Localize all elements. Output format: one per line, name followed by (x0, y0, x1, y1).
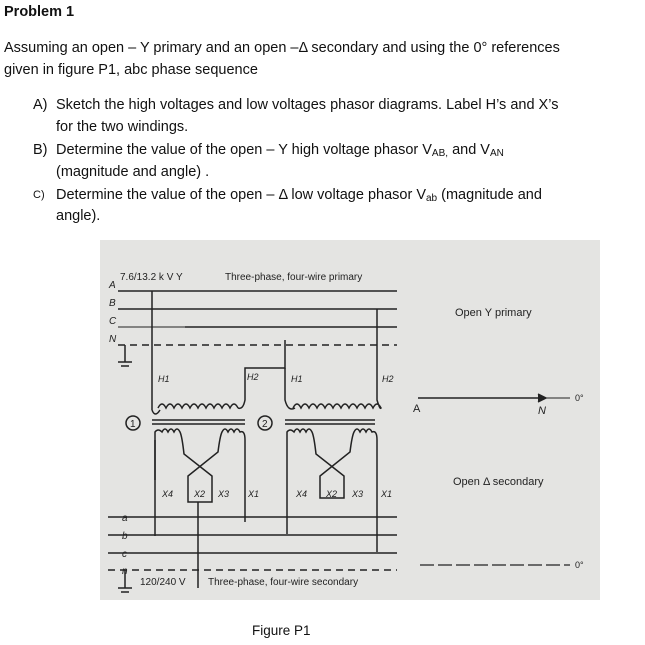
ground-icon-primary (118, 345, 132, 366)
secondary-voltage-label: 120/240 V (140, 577, 186, 588)
transformer-1-number: 1 (130, 419, 136, 430)
problem-heading: Problem 1 (4, 4, 75, 20)
ground-icon-secondary (118, 570, 132, 592)
t1-x1-label: X1 (248, 489, 260, 499)
open-delta-title: Open Δ secondary (453, 476, 544, 488)
item-b-line-1: Determine the value of the open – Y high voltage phasor $V_{AB,}$ and $V_{AN}$ (56, 142, 504, 159)
secondary-description: Three-phase, four-wire secondary (208, 577, 359, 588)
secondary-bus-lines (108, 517, 397, 570)
item-c-marker: C) (33, 189, 45, 201)
item-a-marker: A) (33, 97, 48, 113)
primary-description: Three-phase, four-wire primary (225, 272, 363, 283)
open-y-from-label: A (413, 403, 421, 415)
item-a-line-1: Sketch the high voltages and low voltages phasor diagrams. Label H’s and X’s (56, 97, 559, 113)
bus-label-b-secondary: b (122, 531, 128, 542)
bus-label-b: B (109, 298, 116, 309)
intro-line-2: given in figure P1, abc phase sequence (4, 62, 258, 78)
item-c-line-2: angle). (56, 208, 101, 224)
figure-p1 (100, 240, 600, 600)
transformer-1 (152, 291, 285, 588)
item-b-line-2: (magnitude and angle) . (56, 164, 210, 180)
primary-bus-lines (118, 291, 397, 345)
t1-h2-label: H2 (247, 372, 259, 382)
bus-label-c-secondary: c (122, 549, 127, 560)
transformer-2-number: 2 (262, 419, 268, 430)
t1-x3-label: X3 (218, 489, 230, 499)
t2-x2-label: X2 (326, 489, 338, 499)
item-b-marker: B) (33, 142, 48, 158)
bus-label-c: C (109, 316, 117, 327)
bus-label-a-secondary: a (122, 513, 128, 524)
bus-label-n: N (109, 334, 117, 345)
t2-x4-label: X4 (296, 489, 308, 499)
item-c-line-1: Determine the value of the open – Δ low voltage phasor $V_{ab}$ (magnitude and (56, 187, 542, 204)
item-a-line-2: for the two windings. (56, 119, 189, 135)
open-delta-angle: 0° (575, 560, 584, 570)
bus-label-a: A (109, 280, 116, 291)
t1-h1-label: H1 (158, 374, 170, 384)
t2-h1-label: H1 (291, 374, 303, 384)
primary-voltage-label: 7.6/13.2 k V Y (120, 272, 183, 283)
intro-line-1: Assuming an open – Y primary and an open –Δ secondary and using the 0° references (4, 40, 560, 56)
t2-x3-label: X3 (352, 489, 364, 499)
t2-x1-label: X1 (381, 489, 393, 499)
t1-x2-label: X2 (194, 489, 206, 499)
open-y-to-label: N (538, 405, 546, 417)
bus-label-n-secondary: n (122, 566, 128, 577)
t2-h2-label: H2 (382, 374, 394, 384)
open-y-angle: 0° (575, 393, 584, 403)
open-y-title: Open Y primary (455, 307, 532, 319)
figure-caption: Figure P1 (252, 623, 311, 638)
open-y-reference-arrow (418, 394, 570, 402)
t1-x4-label: X4 (162, 489, 174, 499)
